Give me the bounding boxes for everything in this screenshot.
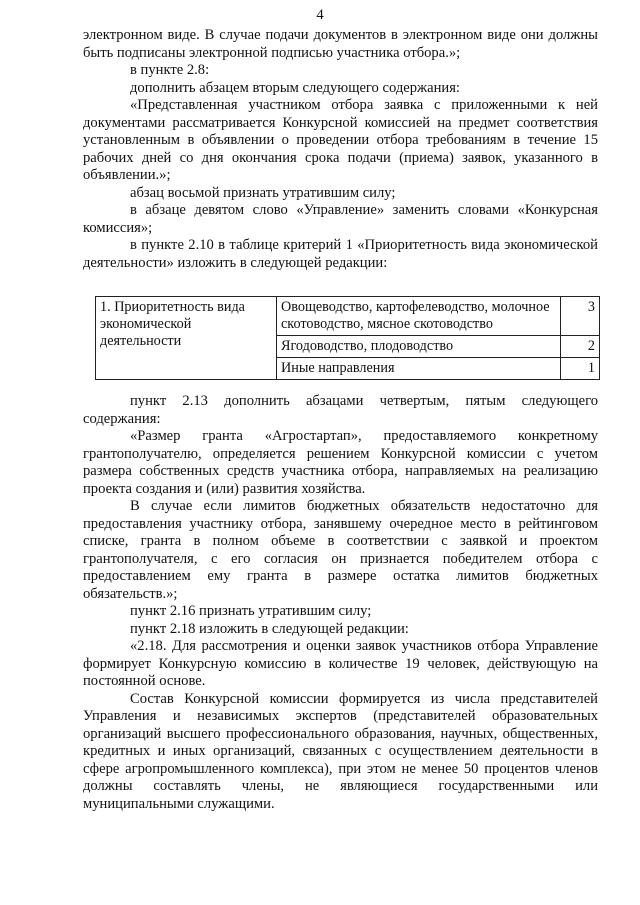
score-cell: 2: [561, 336, 600, 358]
paragraph: «Представленная участником отбора заявка с приложенными к ней документами рассматривается Конкурсной комиссией на предмет соответствия установленным в объявлении о проведении отбора требованиям в течение 15 рабочих дней со дня окончания срока подачи (приема) заявок, указанного в объявлении.»;: [83, 97, 598, 183]
score-cell: 1: [561, 358, 600, 380]
paragraph: «2.18. Для рассмотрения и оценки заявок участников отбора Управление формирует Конкурсную комиссию в количестве 19 человек, действующую на постоянной основе.: [83, 638, 598, 689]
direction-cell: Ягодоводство, плодоводство: [277, 336, 561, 358]
paragraphs-after-table: [83, 393, 598, 813]
paragraph: в абзаце девятом слово «Управление» заменить словами «Конкурсная комиссия»;: [83, 202, 598, 236]
document-body: [83, 27, 598, 813]
direction-cell: Овощеводство, картофелеводство, молочное скотоводство, мясное скотоводство: [277, 297, 561, 336]
paragraph: пункт 2.18 изложить в следующей редакции:: [130, 620, 409, 637]
criteria-table: [95, 296, 600, 380]
direction-cell: Иные направления: [277, 358, 561, 380]
criterion-cell: 1. Приоритетность вида экономической деятельности: [96, 297, 277, 380]
paragraph: пункт 2.16 признать утратившим силу;: [130, 603, 372, 619]
paragraph: абзац восьмой признать утратившим силу;: [130, 184, 396, 201]
paragraph: в пункте 2.10 в таблице критерий 1 «Приоритетность вида экономической деятельности» изложить в следующей редакции:: [83, 237, 598, 271]
paragraph: пункт 2.13 дополнить абзацами четвертым, пятым следующего содержания:: [83, 393, 598, 427]
paragraphs-before-table: [83, 27, 598, 272]
paragraph: В случае если лимитов бюджетных обязательств недостаточно для предоставления участнику отбора, занявшему очередное место в рейтинговом списке, гранта в полном объеме в соответствии с заявкой и проектом грантополучателя, с его согласия он признается победителем отбора с предоставлением ему гранта в размере остатка лимитов бюджетных обязательств.»;: [83, 498, 598, 602]
score-cell: 3: [561, 297, 600, 336]
table-row: [96, 297, 600, 336]
page-number: 4: [316, 7, 324, 23]
paragraph: дополнить абзацем вторым следующего содержания:: [130, 79, 460, 96]
paragraph: «Размер гранта «Агростартап», предоставляемого конкретному грантополучателю, определяется решением Конкурсной комиссии с учетом размера собственных средств участника отбора, направляемых на реализацию проекта создания и (или) развития хозяйства.: [83, 428, 598, 497]
paragraph: электронном виде. В случае подачи документов в электронном виде они должны быть подписаны электронной подписью участника отбора.»;: [83, 27, 598, 61]
paragraph: в пункте 2.8:: [130, 62, 210, 78]
paragraph: Состав Конкурсной комиссии формируется из числа представителей Управления и независимых экспертов (представителей образовательных организаций высшего профессионального образования, научных, общественных, кредитных и иных организаций, связанных с осуществлением деятельности в сфере агропромышленного комплекса), при этом не менее 50 процентов членов должны составлять члены, не являющиеся государственными или муниципальными служащими.: [83, 690, 598, 812]
